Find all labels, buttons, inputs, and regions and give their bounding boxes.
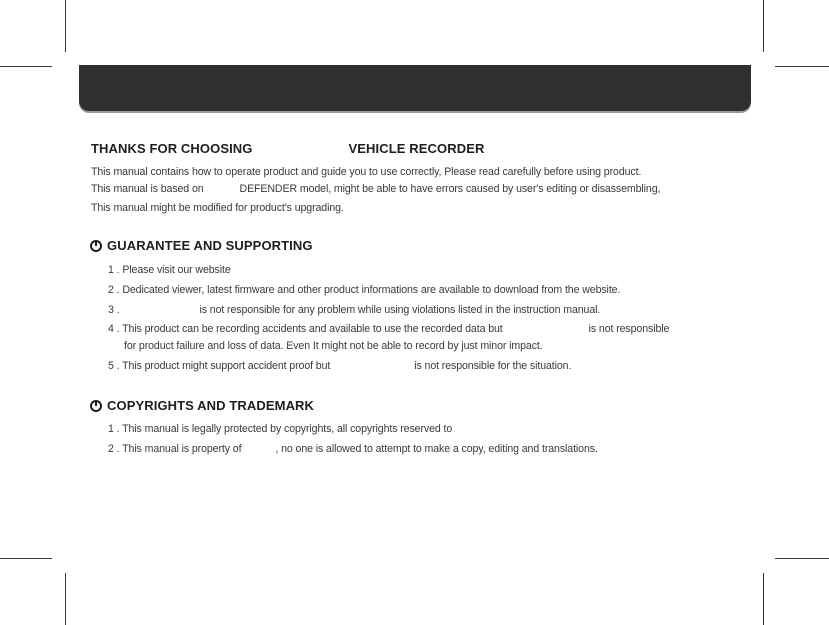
circle-bullet-icon: [90, 400, 102, 412]
item-number: 5 .: [108, 360, 120, 372]
crop-mark: [0, 66, 52, 67]
copyright-item-2: [108, 443, 598, 455]
item-number: 1 .: [108, 264, 120, 276]
crop-mark: [65, 0, 66, 52]
guarantee-item-4: [108, 323, 669, 335]
guarantee-item-5: [108, 360, 571, 372]
thanks-heading-part2: VEHICLE RECORDER: [348, 141, 485, 156]
item-number: 2 .: [108, 443, 120, 455]
item-text: This product might support accident proof but: [122, 360, 331, 372]
item-text: Dedicated viewer, latest firmware and other product informations are available to download from the website.: [122, 284, 621, 296]
copyright-title-text: COPYRIGHTS AND TRADEMARK: [107, 398, 315, 413]
crop-mark: [763, 573, 764, 625]
crop-mark: [763, 0, 764, 52]
item-number: 3 .: [108, 304, 120, 316]
item-text: , no one is allowed to attempt to make a copy, editing and translations.: [275, 443, 598, 455]
item-text: is not responsible: [588, 323, 670, 335]
item-number: 1 .: [108, 423, 120, 435]
crop-mark: [775, 558, 829, 559]
intro-line-2a: This manual is based on: [91, 183, 204, 195]
intro-line-1: This manual contains how to operate product and guide you to use correctly, Please read carefully before using product.: [91, 166, 642, 178]
circle-bullet-icon: [90, 240, 102, 252]
guarantee-title-text: GUARANTEE AND SUPPORTING: [107, 238, 313, 253]
item-number: 2 .: [108, 284, 120, 296]
guarantee-item-4-cont: for product failure and loss of data. Even It might not be able to record by just minor impact.: [124, 340, 543, 352]
item-number: 4 .: [108, 323, 120, 335]
guarantee-title: [90, 238, 313, 253]
item-text: This manual is legally protected by copyrights, all copyrights reserved to: [122, 423, 453, 435]
intro-line-3: This manual might be modified for product's upgrading.: [91, 202, 344, 214]
item-text: is not responsible for any problem while using violations listed in the instruction manual.: [199, 304, 601, 316]
item-text: is not responsible for the situation.: [414, 360, 572, 372]
guarantee-item-3: [108, 304, 600, 316]
crop-mark: [0, 558, 52, 559]
crop-mark: [775, 66, 829, 67]
guarantee-item-2: [108, 284, 620, 296]
item-text: This manual is property of: [122, 443, 242, 455]
intro-line-2: [91, 183, 660, 195]
guarantee-item-1: [108, 264, 231, 276]
thanks-heading: [91, 141, 484, 156]
header-bar: [79, 65, 751, 111]
thanks-heading-part1: THANKS FOR CHOOSING: [91, 141, 253, 156]
copyright-item-1: [108, 423, 452, 435]
crop-mark: [65, 573, 66, 625]
item-text: This product can be recording accidents and available to use the recorded data but: [122, 323, 503, 335]
item-text: Please visit our website: [122, 264, 231, 276]
copyright-title: [90, 398, 314, 413]
intro-line-2b: DEFENDER model, might be able to have errors caused by user's editing or disassembling,: [239, 183, 661, 195]
